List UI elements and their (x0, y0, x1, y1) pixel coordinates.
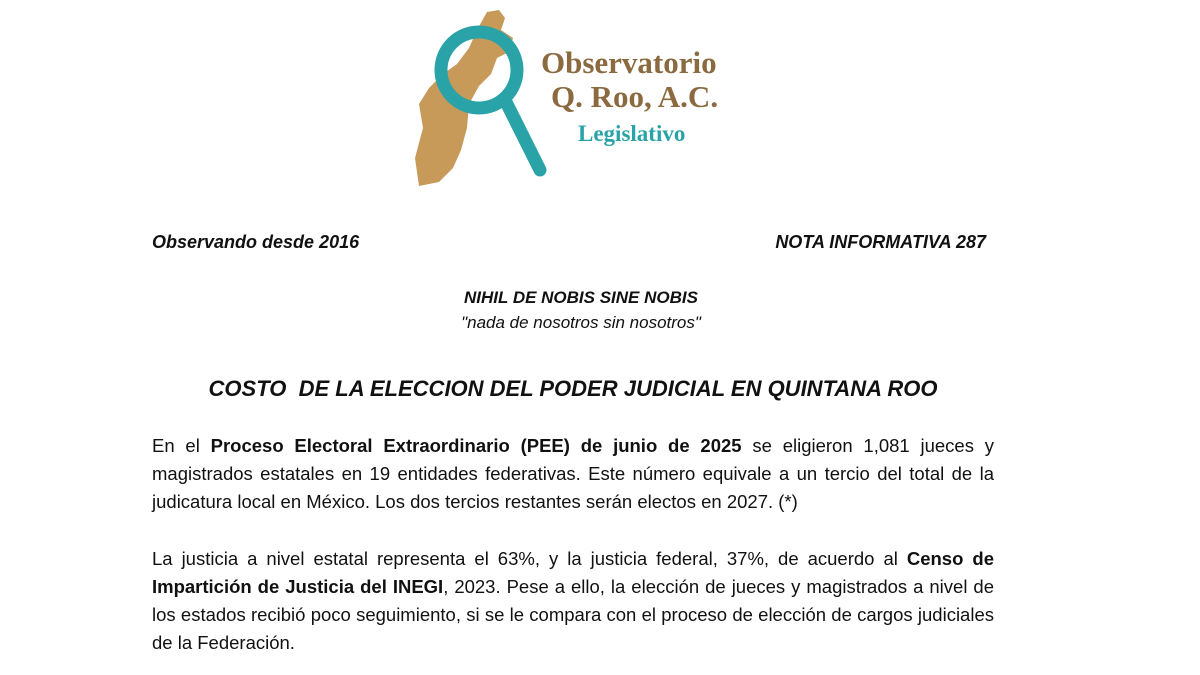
logo-subtitle: Legislativo (578, 121, 686, 146)
header-since: Observando desde 2016 (152, 232, 360, 252)
paragraph-1-text-b: se eligieron 1,081 jueces y magistrados estatales en 19 entidades federativas. Este número equivale a un tercio del total de la judicatura local en México. Los dos tercios restantes serán electos en 2027. (*) (152, 435, 995, 512)
paragraph-1 (152, 432, 994, 516)
motto-latin: NIHIL DE NOBIS SINE NOBIS (464, 288, 698, 307)
motto-spanish: "nada de nosotros sin nosotros" (461, 313, 701, 332)
logo-title (541, 46, 718, 114)
paragraph-1-bold: Proceso Electoral Extraordinario (PEE) de junio de 2025 (210, 435, 742, 456)
header-note-number: NOTA INFORMATIVA 287 (775, 232, 986, 252)
logo-title-line2: Q. Roo, A.C. (551, 79, 719, 114)
document-title: COSTO DE LA ELECCION DEL PODER JUDICIAL EN QUINTANA ROO (208, 376, 938, 401)
organization-logo (405, 8, 765, 188)
paragraph-2 (152, 545, 994, 657)
logo-title-line1: Observatorio (541, 45, 717, 80)
magnifier-handle (505, 100, 540, 170)
paragraph-2-text-a: La justicia a nivel estatal representa el 63%, y la justicia federal, 37%, de acuerdo al (152, 548, 907, 569)
paragraph-2-text-b: , 2023. Pese a ello, la elección de jueces y magistrados a nivel de los estados recibió poco seguimiento, si se le compara con el proceso de elección de cargos judiciales de la Federación. (152, 576, 994, 653)
paragraph-2-bold: Censo de Impartición de Justicia del INEGI (152, 548, 994, 597)
paragraph-1-text-a: En el (152, 435, 211, 456)
